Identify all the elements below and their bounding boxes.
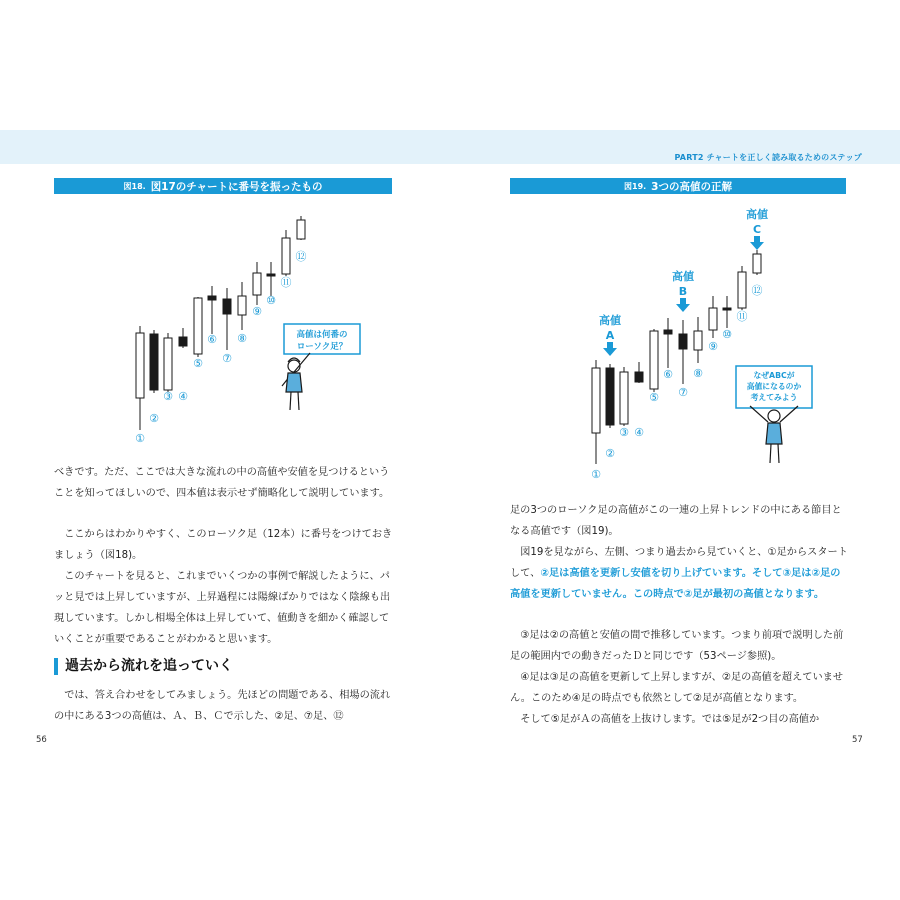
- candle-label-5: ⑤: [193, 357, 203, 370]
- arrow-down-icon: [603, 342, 617, 356]
- section-heading-text: 過去から流れを追っていく: [65, 658, 233, 674]
- person-leg: [298, 392, 299, 410]
- page-number-left: 56: [36, 735, 47, 745]
- right-para-2-plain: 図19を見ながら、左側、つまり過去から見ていくと、①足からスタートして、: [510, 547, 848, 579]
- candle-4: [635, 372, 643, 382]
- candle-label-8: ⑧: [693, 367, 703, 380]
- arrow-down-icon: [750, 236, 764, 250]
- person-shirt-icon: [766, 423, 782, 444]
- candle-label-11: ⑪: [280, 276, 292, 289]
- high-b-label: 高値: [672, 270, 694, 283]
- right-page-body: [510, 500, 850, 730]
- candle-label-5: ⑤: [649, 391, 659, 404]
- sign-line-1: なぜABCが: [753, 371, 795, 380]
- candle-6: [664, 330, 672, 334]
- figure-number: 図19.: [624, 181, 647, 191]
- candle-12: [753, 254, 761, 273]
- left-para-1: べきです。ただ、ここでは大きな流れの中の高値や安値を見つけるということを知ってほしいので、四本値は表示せず簡略化して説明しています。: [54, 467, 390, 499]
- speech-line-2: ローソク足？: [296, 342, 348, 352]
- candle-7: [679, 334, 687, 349]
- candle-label-8: ⑧: [237, 332, 247, 345]
- right-para-5: そして⑤足がＡの高値を上抜けします。では⑤足が2つ目の高値か: [520, 714, 820, 725]
- candle-label-4: ④: [178, 390, 188, 403]
- candle-11: [282, 238, 290, 274]
- high-c-label: 高値: [746, 208, 768, 221]
- candle-label-2: ②: [149, 412, 159, 425]
- candle-label-3: ③: [619, 426, 629, 439]
- person-leg: [290, 392, 291, 410]
- sign-line-3: 考えてみよう: [750, 393, 798, 402]
- candle-6: [208, 296, 216, 300]
- left-page-body: [54, 462, 394, 727]
- candle-8: [238, 296, 246, 315]
- figure-19-chart: [510, 200, 850, 490]
- candle-7: [223, 299, 231, 314]
- arrow-down-icon: [676, 298, 690, 312]
- person-leg: [770, 444, 771, 463]
- candle-label-1: ①: [135, 432, 145, 445]
- figure-19-title-bar: [510, 178, 846, 194]
- candle-12: [297, 220, 305, 239]
- person-shirt-icon: [286, 373, 302, 392]
- candle-label-7: ⑦: [678, 386, 688, 399]
- right-para-3: ③足は②の高値と安値の間で推移しています。つまり前項で説明した前足の範囲内での動きだったＤと同じです（53ページ参照)。: [510, 630, 844, 662]
- person-leg: [778, 444, 779, 463]
- high-a-label: 高値: [599, 314, 621, 327]
- left-para-3: このチャートを見ると、これまでいくつかの事例で解説したように、パッと見では上昇していますが、上昇過程には陽線ばかりではなく陰線も出現しています。しかし相場全体は上昇していて、値動きを細かく確認していくことが重要であることがわかると思います。: [54, 571, 391, 645]
- figure-18-title-bar: [54, 178, 392, 194]
- high-b-letter: B: [678, 285, 688, 298]
- person-head: [288, 360, 300, 372]
- candle-label-11: ⑪: [736, 310, 748, 323]
- figure-18-chart: [54, 200, 394, 455]
- figure-number: 図18.: [123, 181, 146, 191]
- candle-label-2: ②: [605, 447, 615, 460]
- left-para-2: ここからはわかりやすく、このローソク足（12本）に番号をつけておきましょう（図18)。: [54, 529, 393, 561]
- candle-label-9: ⑨: [252, 305, 262, 318]
- candle-label-12: ⑫: [751, 284, 763, 297]
- candle-label-6: ⑥: [663, 368, 673, 381]
- candle-11: [738, 272, 746, 308]
- candle-5: [194, 298, 202, 354]
- candle-label-4: ④: [634, 426, 644, 439]
- candle-label-6: ⑥: [207, 333, 217, 346]
- candle-label-1: ①: [591, 468, 601, 481]
- candle-2: [150, 334, 158, 390]
- candle-1: [592, 368, 600, 433]
- candle-10: [723, 308, 731, 310]
- running-head: PART2 チャートを正しく読み取るためのステップ: [674, 153, 862, 162]
- high-c-letter: C: [752, 223, 762, 236]
- candle-label-3: ③: [163, 390, 173, 403]
- right-para-1: 足の3つのローソク足の高値がこの一連の上昇トレンドの中にある節目となる高値です（図19)。: [510, 505, 842, 537]
- figure-title: 図17のチャートに番号を振ったもの: [150, 180, 323, 193]
- candle-label-12: ⑫: [295, 250, 307, 263]
- candle-label-10: ⑩: [266, 294, 276, 307]
- sign-line-2: 高値になるのか: [746, 382, 802, 391]
- left-para-4: では、答え合わせをしてみましょう。先ほどの問題である、相場の流れの中にある3つの高値は、Ａ、Ｂ、Ｃで示した、②足、⑦足、⑫: [54, 690, 391, 722]
- figure-title: 3つの高値の正解: [651, 180, 732, 193]
- candle-label-10: ⑩: [722, 328, 732, 341]
- candle-9: [253, 273, 261, 295]
- section-heading: [54, 656, 394, 677]
- high-a-letter: A: [605, 329, 615, 342]
- candle-3: [164, 338, 172, 390]
- candle-2: [606, 368, 614, 425]
- candle-label-7: ⑦: [222, 352, 232, 365]
- candle-3: [620, 372, 628, 424]
- candle-8: [694, 331, 702, 350]
- candle-4: [179, 337, 187, 346]
- page-number-right: 57: [852, 735, 863, 745]
- right-para-2-highlight: ②足は高値を更新し安値を切り上げています。そして③足は②足の高値を更新していません。この時点で②足が最初の高値となります。: [510, 568, 841, 600]
- speech-line-1: 高値は何番の: [296, 330, 348, 340]
- person-illustration: [736, 366, 812, 463]
- right-para-4: ④足は③足の高値を更新して上昇しますが、②足の高値を超えていません。このため④足の時点でも依然として②足が高値となります。: [510, 672, 844, 704]
- candle-1: [136, 333, 144, 398]
- candle-9: [709, 308, 717, 330]
- section-heading-bar: [54, 658, 58, 675]
- candle-label-9: ⑨: [708, 340, 718, 353]
- candle-10: [267, 274, 275, 276]
- person-head: [768, 410, 780, 422]
- candle-5: [650, 331, 658, 389]
- right-para-2: [510, 542, 850, 605]
